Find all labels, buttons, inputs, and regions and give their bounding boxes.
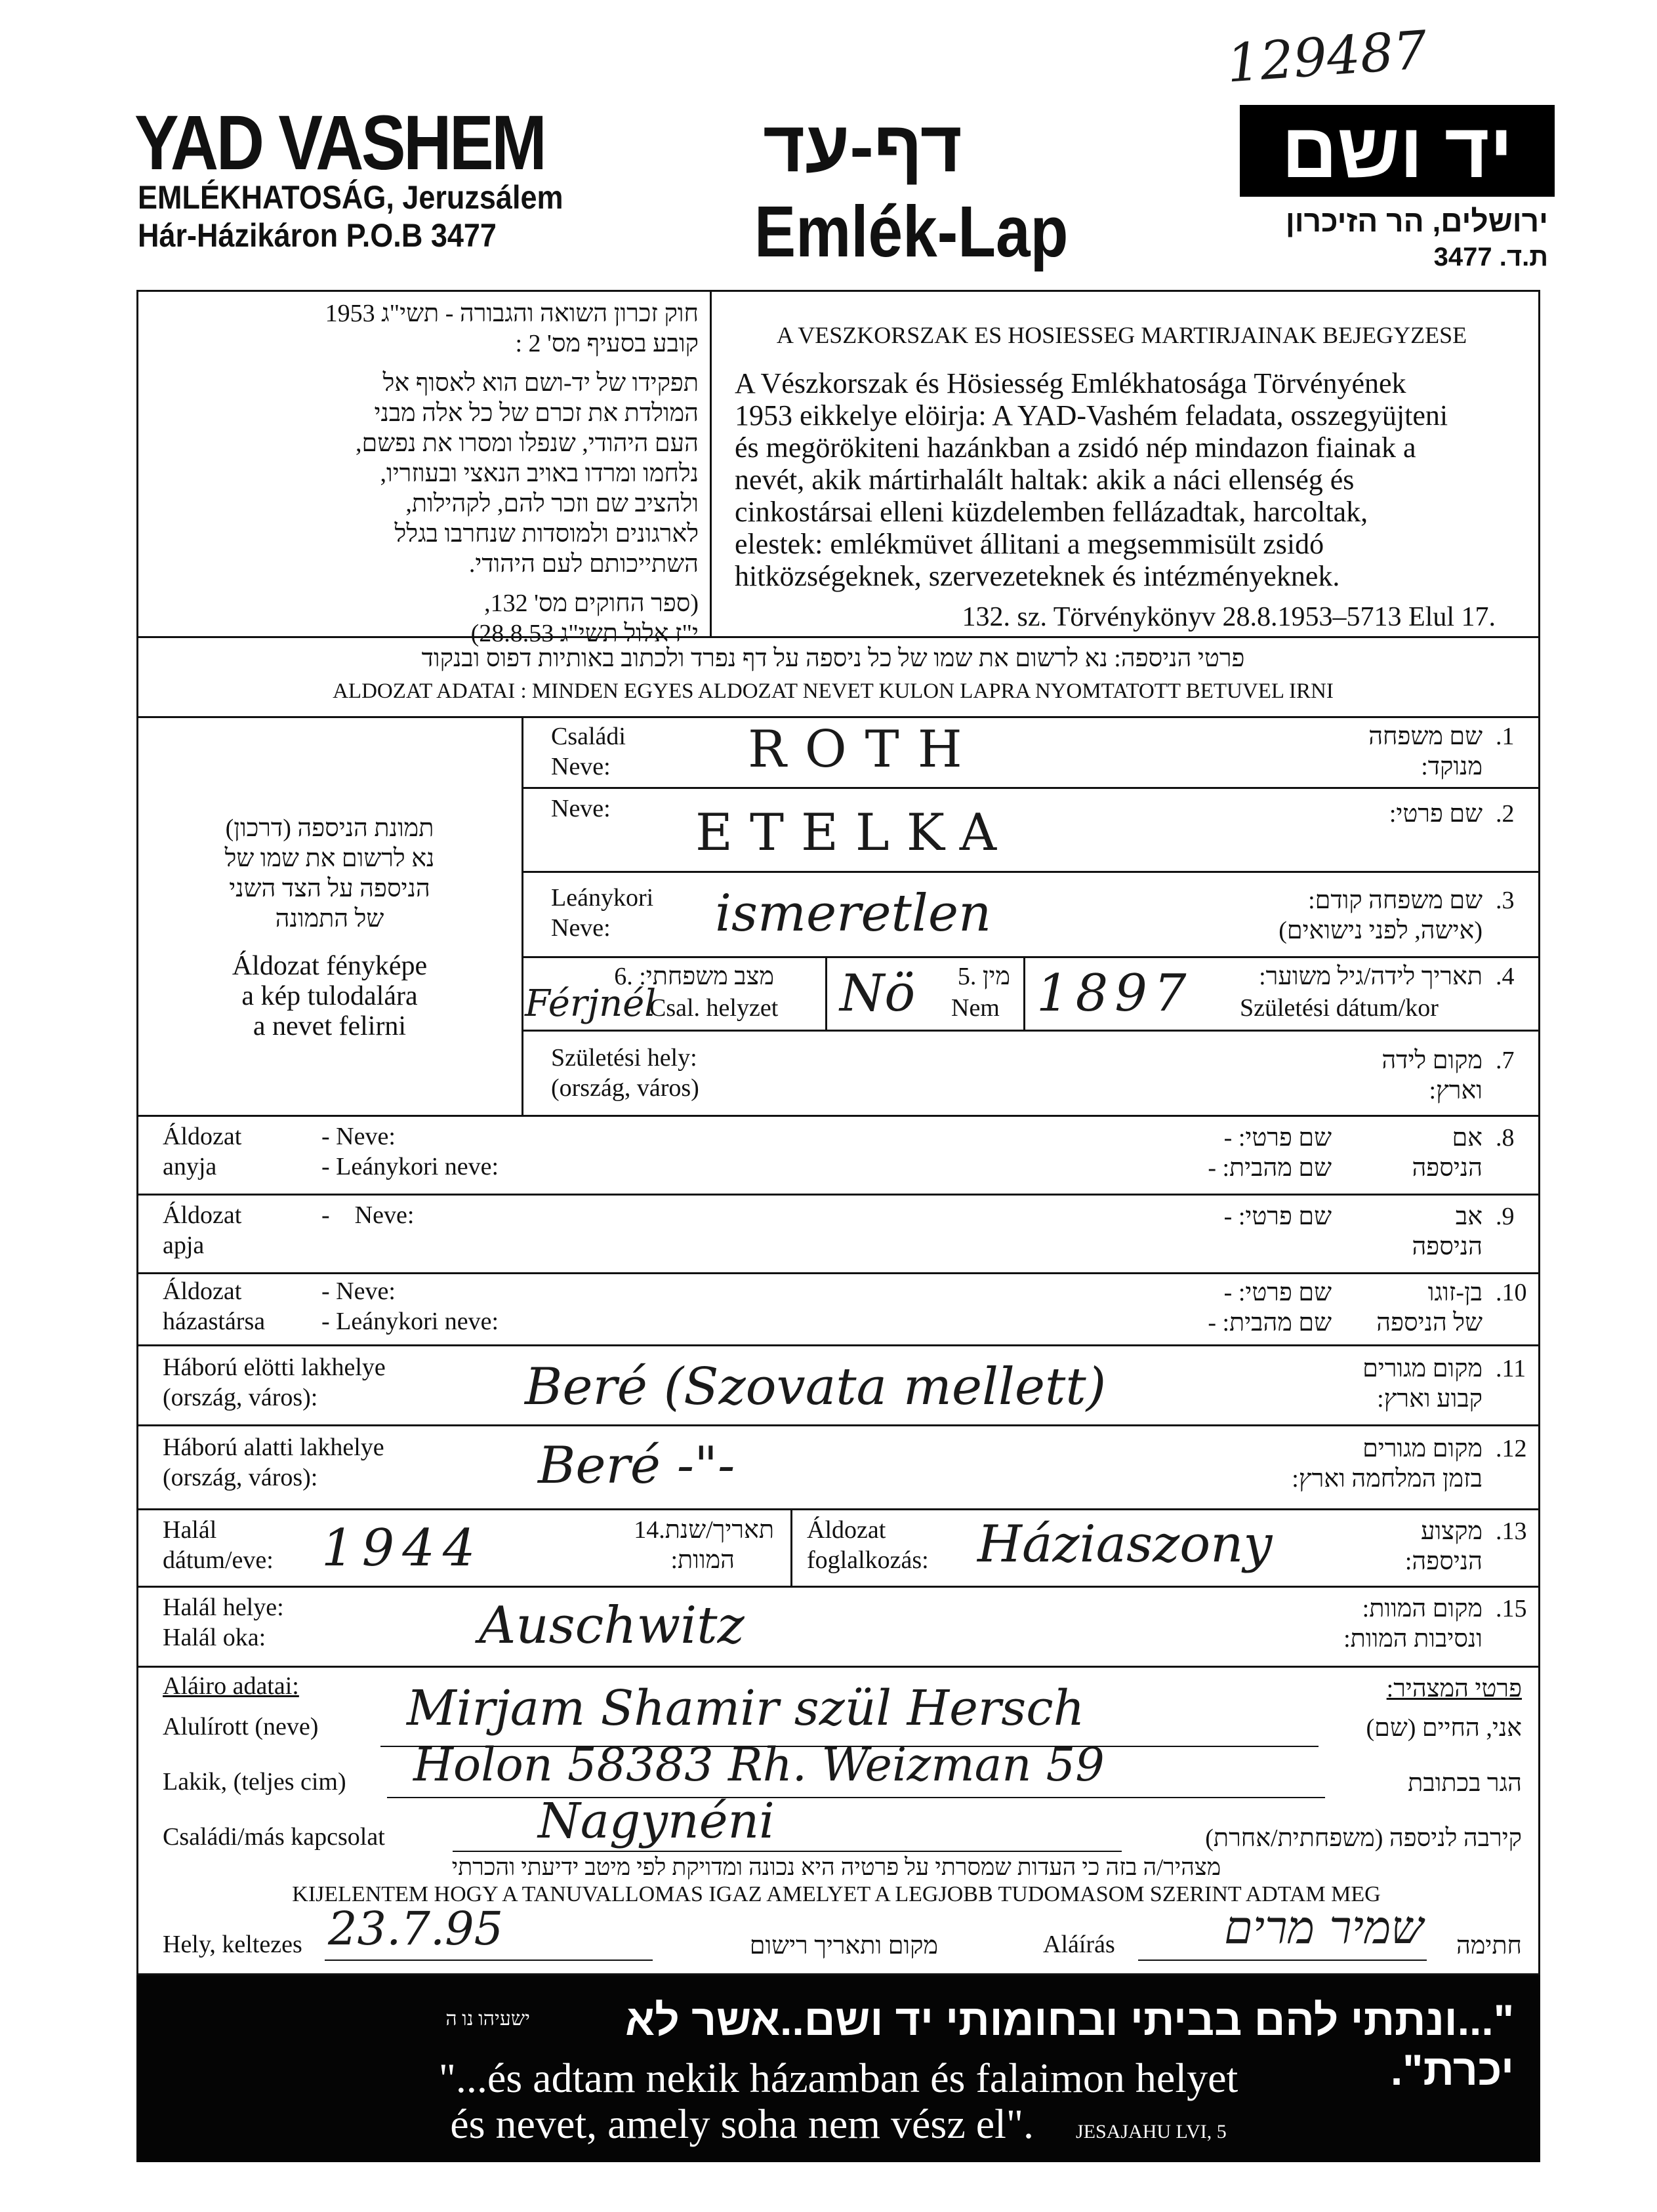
field9-sub-he: שם פרטי: - [1223, 1203, 1332, 1230]
field14-number: .14 [634, 1516, 665, 1544]
field14-label-he-2: המוות: [670, 1546, 735, 1574]
field15-label-hu [163, 1592, 284, 1653]
signer-label: Aláiro adatai: [163, 1672, 299, 1700]
field13-value-occupation[interactable]: Háziaszony [977, 1515, 1273, 1574]
field7-label-he-1: מקום לידה [1381, 1047, 1483, 1074]
law-hu-7: hitközségeknek, szervezeteknek és intézményeknek. [735, 560, 1340, 592]
field11-number: .11 [1496, 1355, 1526, 1382]
signer-relation-label-he-2: קירבה לניספה [1389, 1824, 1522, 1852]
field4-number: .4 [1496, 963, 1515, 990]
field8-number: .8 [1496, 1124, 1515, 1152]
law-he-4: המולדת את זכרם של כל אלה מבני [374, 399, 699, 427]
field13-label-hu-2: foglalkozás: [807, 1546, 929, 1574]
photo-hu-3: a nevet felirni [253, 1011, 407, 1041]
org-name: YAD VASHEM [134, 100, 545, 186]
field5-value-sex[interactable]: Nö [840, 964, 916, 1023]
field9-label-hu-1: Áldozat [163, 1201, 242, 1229]
field14-label-hu-2: dátum/eve: [163, 1546, 274, 1574]
law-he-1: חוק זכרון השואה והגבורה - תשי"ג 1953 [325, 300, 699, 327]
field13-label-he [1312, 1516, 1483, 1577]
field13-label-hu [807, 1515, 929, 1575]
field2-value-first-name[interactable]: ETELKA [695, 803, 1014, 862]
photo-hu-2: a kép tulodalára [241, 981, 418, 1011]
field8-sub-hu-1: - Neve: [321, 1123, 396, 1150]
field14-label-hu-1: Halál [163, 1516, 217, 1544]
law-he-9: השתייכותם לעם היהודי. [468, 550, 699, 578]
footer-quote-line2 [136, 2100, 1540, 2148]
field11-label-hu-1: Háború elötti lakhelye [163, 1354, 386, 1381]
field3-label-hu-1: Leánykori [551, 884, 654, 912]
signer-name-label: Alulírott (neve) [163, 1713, 319, 1740]
field8-sub-he-2: שם מהבית: - [1208, 1154, 1332, 1182]
field1-label-hu-2: Neve: [551, 753, 611, 780]
field7-label-he [1115, 1045, 1483, 1106]
field14-label-he-1: תאריך/שנת [665, 1516, 774, 1544]
place-date-label-he: מקום ותאריך רישום [749, 1932, 938, 1960]
field10-label-he-1: בן-זוגו [1427, 1279, 1483, 1306]
field9-label-hu-2: apja [163, 1232, 205, 1259]
field15-label-hu-1: Halál helye: [163, 1594, 284, 1621]
field12-label-hu-2: (ország, város): [163, 1464, 318, 1491]
law-hu-4: nevét, akik mártirhalált haltak: akik a náci ellenség és [735, 464, 1355, 496]
document-number: 129487 [1225, 19, 1429, 94]
field14-label-he [577, 1515, 774, 1575]
place-date-value[interactable]: 23.7.95 [328, 1902, 504, 1956]
field8-sub-hu [321, 1121, 499, 1182]
field9-number: .9 [1496, 1203, 1515, 1230]
field8-sub-he [1115, 1123, 1332, 1183]
field9-label-he [1338, 1201, 1483, 1262]
photo-he-3: הניספה על הצד השני [229, 875, 430, 902]
org-address-line1: EMLÉKHATOSÁG, Jeruzsálem [138, 179, 563, 216]
field15-label-he-1: מקום המוות: [1362, 1595, 1483, 1622]
field10-label-he [1338, 1277, 1483, 1338]
footer-source: JESAJAHU LVI, 5 [1076, 2121, 1227, 2142]
signer-name-value[interactable]: Mirjam Shamir szül Hersch [407, 1680, 1085, 1737]
law-hu-1: A Vészkorszak és Hösiesség Emlékhatosága Törvényének [735, 367, 1406, 399]
field8-sub-he-1: שם פרטי: - [1223, 1124, 1332, 1152]
field15-label-hu-2: Halál oka: [163, 1624, 266, 1651]
field5-label-hu: Nem [951, 994, 1000, 1022]
law-hu-2: 1953 eikkelye elöirja: A YAD-Vashém feladata, osszegyüjteni [735, 399, 1448, 432]
instructions-hungarian: ALDOZAT ADATAI : MINDEN EGYES ALDOZAT NEVET KULON LAPRA NYOMTATOTT BETUVEL IRNI [333, 679, 1334, 703]
field10-number: .10 [1496, 1279, 1527, 1306]
field9-label-hu [163, 1200, 241, 1260]
field9-sub-hu: - Neve: [321, 1201, 415, 1229]
field9-label-he-2: הניספה [1412, 1233, 1483, 1260]
field7-label-hu-1: Születési hely: [551, 1044, 697, 1072]
field8-sub-hu-2: - Leánykori neve: [321, 1153, 499, 1180]
law-he-8: לארגונים ולמוסדות שנחרבו בגלל [394, 520, 699, 548]
footer-quote-line2-text: és nevet, amely soha nem vész el". [450, 2101, 1034, 2147]
field13-label-hu-1: Áldozat [807, 1516, 886, 1544]
photo-box [141, 813, 518, 1041]
title-hebrew: דף-עד [763, 106, 962, 187]
photo-he-4: של התמונה [275, 905, 384, 933]
field12-label-he [1181, 1434, 1483, 1494]
field11-label-hu [163, 1352, 386, 1413]
law-he-3: תפקידו של יד-ושם הוא לאסוף אל [382, 369, 699, 397]
field11-value-prewar-residence[interactable]: Beré (Szovata mellett) [525, 1357, 1107, 1417]
field3-number: .3 [1496, 887, 1515, 914]
field10-label-he-2: של הניספה [1376, 1309, 1483, 1337]
law-hebrew-text [161, 298, 699, 649]
footer-banner [136, 1975, 1540, 2162]
law-he-11: י"ז אלול תשי"ג 28.8.53) [470, 620, 699, 647]
field6-number: .6 [614, 963, 633, 990]
declaration-hebrew: מצהיר/ה בזה כי העדות שמסרתי על פרטיה היא נכונה ומדויקת לפי מיטב ידיעתי והכרתי [451, 1854, 1221, 1880]
field3-label-hu [551, 883, 653, 943]
signer-address-label-he: הגר בכתובת [1408, 1769, 1522, 1797]
field10-label-hu [163, 1276, 265, 1337]
field8-label-hu-1: Áldozat [163, 1123, 242, 1150]
field13-label-he-1: מקצוע [1421, 1518, 1483, 1545]
field13-label-he-2: הניספה: [1404, 1548, 1483, 1575]
footer-quote-line1: "...és adtam nekik házamban és falaimon helyet [438, 2055, 1238, 2101]
law-hu-6: elestek: emlékmüvet állitani a megsemmisült zsidó [735, 528, 1324, 560]
signature-label-he: חתימה [1456, 1932, 1522, 1960]
field3-label-he-2: (אישה, לפני נישואים) [1279, 917, 1483, 944]
field15-label-he-2: ונסיבות המוות: [1343, 1625, 1483, 1653]
signature-value[interactable]: שמיר מרים [1224, 1900, 1423, 1954]
field12-value-wartime-residence[interactable]: Beré -"- [538, 1436, 735, 1495]
law-hu-3: és megörökiteni hazánkban a zsidó nép mindazon fiainak a [735, 432, 1416, 464]
law-hu-heading: A VESZKORSZAK ES HOSIESSEG MARTIRJAINAK BEJEGYZESE [776, 322, 1467, 348]
logo-address-1: ירושלים, הר הזיכרון [1285, 204, 1548, 238]
field11-label-he [1181, 1354, 1483, 1414]
signature-label: Aláírás [1043, 1931, 1115, 1958]
field10-sub-hu-1: - Neve: [321, 1277, 396, 1305]
page-title: Emlék-Lap [754, 191, 1069, 272]
law-he-10: (ספר החוקים מס' 132, [484, 590, 699, 617]
field3-value-maiden-name[interactable]: ismeretlen [715, 884, 992, 943]
place-date-label: Hely, keltezes [163, 1931, 302, 1958]
field9-label-he-1: אב [1455, 1203, 1483, 1230]
signer-label-he: פרטי המצהיר: [1386, 1675, 1522, 1702]
photo-he-1: תמונת הניספה (דרכון) [225, 814, 434, 842]
field1-label-he-1: שם משפחה [1368, 723, 1483, 750]
field7-label-hu-2: (ország, város) [551, 1074, 699, 1102]
field12-label-hu-1: Háború alatti lakhelye [163, 1434, 384, 1461]
field14-label-hu [163, 1515, 274, 1575]
field7-label-he-2: וארץ: [1429, 1077, 1483, 1104]
field12-number: .12 [1496, 1435, 1527, 1462]
field7-label-hu [551, 1043, 699, 1103]
org-address-line2: Hár-Házikáron P.O.B 3477 [138, 217, 497, 254]
field10-label-hu-1: Áldozat [163, 1277, 242, 1305]
field7-number: .7 [1496, 1047, 1515, 1074]
law-hu-5: cinkostársai elleni küzdelemben fellázadtak, harcoltak, [735, 496, 1368, 528]
photo-hu-1: Áldozat fényképe [232, 951, 428, 981]
field12-label-he-2: בזמן המלחמה וארץ: [1292, 1465, 1483, 1493]
signer-name-label-he: אני, החיים (שם) [1366, 1714, 1522, 1742]
field11-label-he-2: קבוע וארץ: [1377, 1385, 1483, 1413]
field5-label-he-text: מין [982, 963, 1010, 990]
instructions-hebrew: פרטי הניספה: נא לרשום את שמו של כל ניספה על דף נפרד ולכתוב באותיות דפוס ובנקוד [421, 645, 1245, 672]
field5-label-he [912, 961, 1010, 992]
field6-label-hu: Csal. helyzet [649, 994, 779, 1022]
field12-label-hu [163, 1432, 384, 1493]
field8-label-he-1: אם [1452, 1124, 1483, 1152]
field5-number: .5 [957, 963, 977, 990]
field3-label-hu-2: Neve: [551, 914, 611, 942]
law-he-6: נלחמו ומרדו באויב הנאצי ובעוזריו, [380, 460, 699, 487]
field8-label-hu-2: anyja [163, 1153, 217, 1180]
field3-label-he [1115, 885, 1483, 946]
field10-sub-he-1: שם פרטי: - [1223, 1279, 1332, 1306]
field2-label-he: שם פרטי: [1389, 800, 1483, 828]
law-he-5: העם היהודי, שנפלו ומסרו את נפשם, [355, 430, 699, 457]
field1-label-he [1115, 721, 1483, 782]
field8-label-hu [163, 1121, 241, 1182]
field10-sub-hu-2: - Leánykori neve: [321, 1308, 499, 1335]
field14-value-death-date[interactable]: 1944 [321, 1519, 483, 1578]
field1-value-surname[interactable]: ROTH [748, 720, 981, 779]
field3-label-he-1: שם משפחה קודם: [1308, 887, 1483, 914]
field1-number: .1 [1496, 723, 1515, 750]
field4-value-birth-date[interactable]: 1897 [1036, 964, 1193, 1023]
photo-he-2: נא לרשום את שמו של [224, 845, 435, 872]
law-he-7: ולהציב שם וזכר להם, לקהילות, [405, 490, 699, 517]
logo-text: יד ושם [1281, 108, 1513, 194]
footer-hebrew-source: ישעיהו נו ה [445, 2008, 530, 2030]
field11-label-he-1: מקום מגורים [1362, 1355, 1483, 1382]
field10-sub-he-2: שם מהבית: - [1208, 1309, 1332, 1337]
field10-sub-hu [321, 1276, 499, 1337]
field2-label-hu: Neve: [551, 795, 611, 822]
signer-relation-label: Családi/más kapcsolat [163, 1823, 385, 1851]
field6-value-marital-status[interactable]: Férjnél [525, 982, 657, 1025]
field1-label-he-2: מנוקד: [1421, 753, 1483, 780]
law-he-2: קובע בסעיף מס' 2 : [515, 330, 699, 357]
signer-relation-label-he [1128, 1823, 1522, 1853]
signer-relation-value[interactable]: Nagynéni [538, 1793, 775, 1849]
field8-label-he [1338, 1123, 1483, 1183]
field4-label-hu: Születési dátum/kor [1240, 994, 1439, 1022]
field12-label-he-1: מקום מגורים [1362, 1435, 1483, 1462]
footer-hebrew-quote: "...ונתתי להם בביתי ובחומותי יד ושם..אשר לא יכרת". [625, 1996, 1514, 2094]
field11-label-hu-2: (ország, város): [163, 1384, 318, 1411]
yad-vashem-logo [1240, 105, 1555, 197]
field1-label-hu [551, 721, 626, 782]
signer-relation-label-he-1: (משפחתית/אחרת) [1205, 1824, 1383, 1852]
signer-address-label: Lakik, (teljes cim) [163, 1768, 346, 1796]
law-hu-citation: 132. sz. Törvénykönyv 28.8.1953–5713 Elul 17. [962, 602, 1496, 632]
field1-label-hu-1: Családi [551, 723, 626, 750]
field2-number: .2 [1496, 800, 1515, 828]
field15-number: .15 [1496, 1595, 1527, 1622]
field10-sub-he [1115, 1277, 1332, 1338]
field15-label-he [1181, 1594, 1483, 1654]
field10-label-hu-2: házastársa [163, 1308, 266, 1335]
field15-value-death-place[interactable]: Auschwitz [479, 1596, 745, 1655]
declaration-hungarian: KIJELENTEM HOGY A TANUVALLOMAS IGAZ AMELYET A LEGJOBB TUDOMASOM SZERINT ADTAM MEG [292, 1882, 1381, 1906]
signer-address-value[interactable]: Holon 58383 Rh. Weizman 59 [413, 1738, 1105, 1792]
field4-label-he: תאריך לידה/גיל משוער: [1259, 963, 1483, 990]
law-hungarian-text [735, 321, 1509, 633]
field13-number: .13 [1496, 1518, 1527, 1545]
field6-label-he-text: מצב משפחתי: [639, 963, 774, 990]
logo-address-2: ת.ד. 3477 [1433, 243, 1548, 271]
field8-label-he-2: הניספה [1412, 1154, 1483, 1182]
